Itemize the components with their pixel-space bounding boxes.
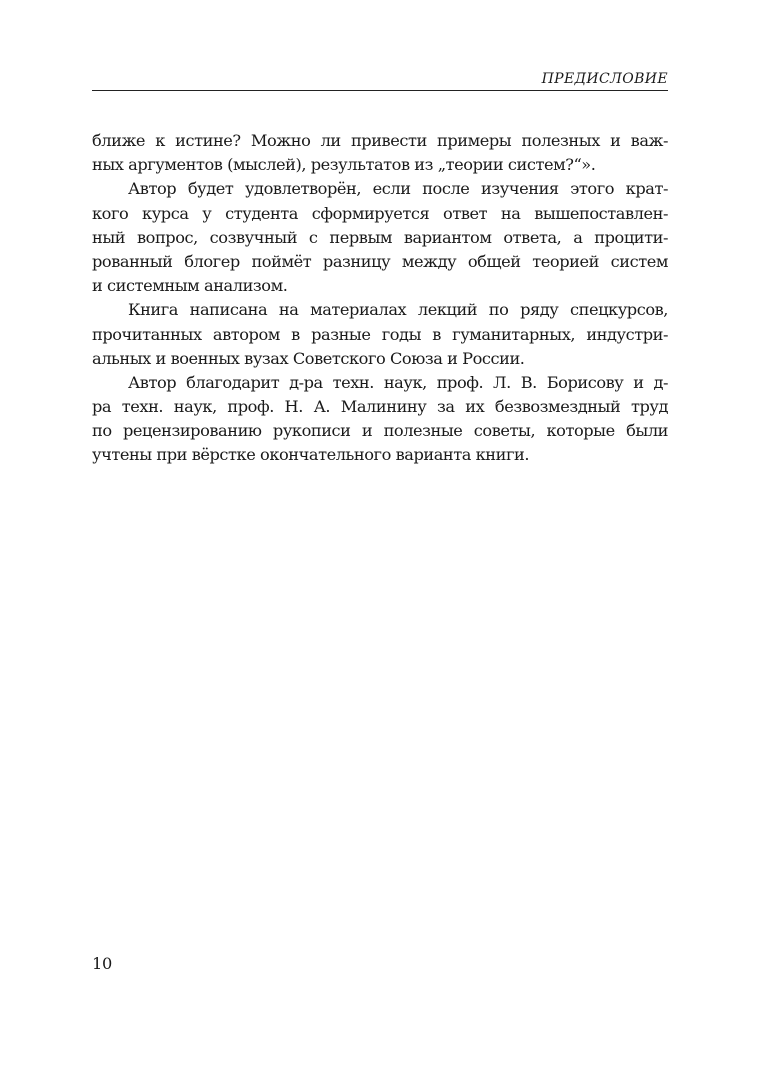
text-line: прочитанных автором в разные годы в гуманитарных, индустри- [92, 324, 668, 344]
text-line: по рецензированию рукописи и полезные советы, которые были [92, 421, 668, 441]
text-line: рованный блогер поймёт разницу между общей теорией систем [92, 251, 668, 271]
text-line: ра техн. наук, проф. Н. А. Малинину за их безвозмездный труд [92, 397, 668, 417]
text-line: и системным анализом. [92, 276, 288, 296]
page-number: 10 [92, 954, 112, 973]
text-line: Книга написана на материалах лекций по ряду спецкурсов, [128, 300, 668, 320]
text-line: ближе к истине? Можно ли привести примеры полезных и важ- [92, 131, 668, 150]
text-line: Автор благодарит д-ра техн. наук, проф. Л. В. Борисову и д- [128, 372, 668, 392]
text-line: альных и военных вузах Советского Союза и России. [92, 348, 525, 368]
text-line: кого курса у студента сформируется ответ на вышепоставлен- [92, 203, 668, 223]
body-text [92, 129, 668, 468]
text-line: ный вопрос, созвучный с первым вариантом ответа, а процити- [92, 227, 668, 247]
running-header [92, 68, 668, 91]
text-line: учтены при вёрстке окончательного варианта книги. [92, 445, 530, 465]
running-title: ПРЕДИСЛОВИЕ [541, 71, 668, 87]
text-line: Автор будет удовлетворён, если после изучения этого крат- [128, 179, 668, 199]
text-line: ных аргументов (мыслей), результатов из „теории систем?“». [92, 155, 596, 175]
